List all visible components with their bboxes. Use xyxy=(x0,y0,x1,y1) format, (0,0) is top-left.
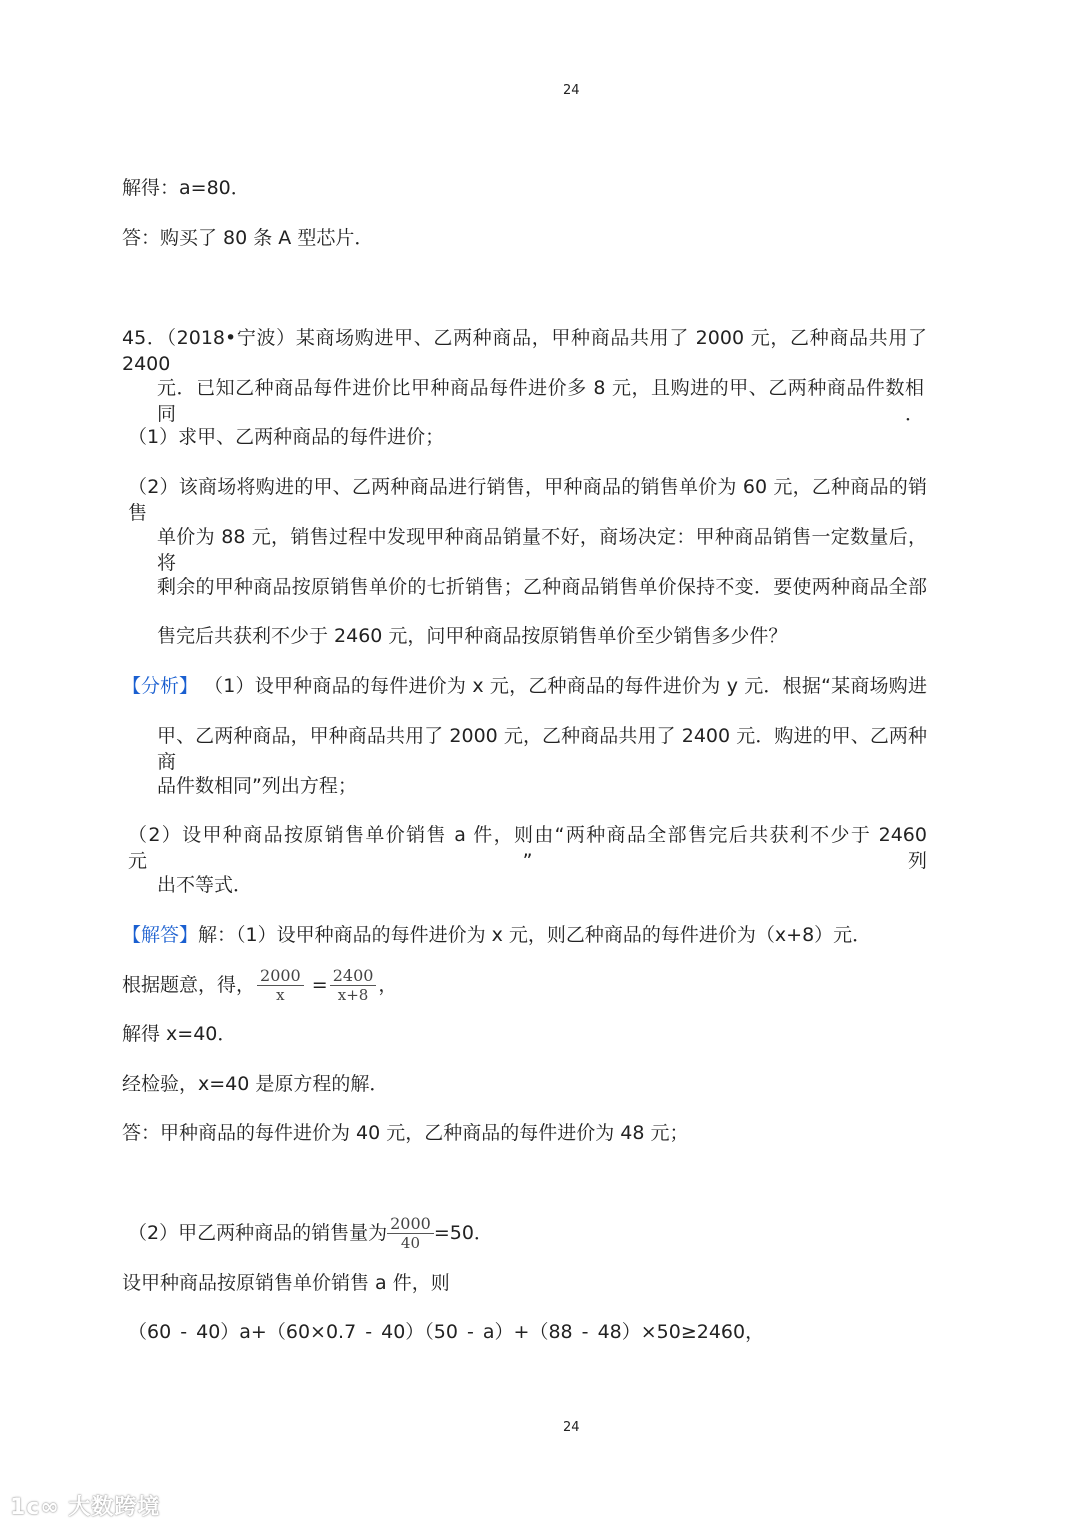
solution-line: 设甲种商品按原销售单价销售 a 件，则 xyxy=(122,1272,450,1294)
question-line: （2）该商场将购进的甲、乙两种商品进行销售，甲种商品的销售单价为 60 元，乙种商品的销售 xyxy=(128,476,927,524)
equation-result: =50． xyxy=(433,1222,493,1244)
question-line: 售完后共获利不少于 2460 元，问甲种商品按原销售单价至少销售多少件？ xyxy=(157,625,788,647)
equation-line xyxy=(128,1210,493,1256)
numerator: 2000 xyxy=(387,1214,434,1234)
analysis-text: （1）设甲种商品的每件进价为 x 元，乙种商品的每件进价为 y 元．根据“某商场购进 xyxy=(204,675,927,697)
solution-text: 解：（1）设甲种商品的每件进价为 x 元，则乙种商品的每件进价为（x+8）元． xyxy=(198,924,872,946)
solution-line: 答：甲种商品的每件进价为 40 元，乙种商品的每件进价为 48 元； xyxy=(122,1122,689,1144)
page-number-bottom: 24 xyxy=(563,1420,580,1435)
equals: = xyxy=(311,974,328,996)
analysis-line: 出不等式． xyxy=(157,874,253,896)
numerator: 2000 xyxy=(257,966,304,986)
solution-tag: 【解答】 xyxy=(122,924,199,946)
equation-prefix: （2）甲乙两种商品的销售量为 xyxy=(128,1222,388,1244)
denominator: x+8 xyxy=(337,986,369,1004)
solution-line: 经检验，x=40 是原方程的解． xyxy=(122,1073,389,1095)
analysis-line xyxy=(122,673,927,699)
page-number-top: 24 xyxy=(563,83,580,98)
question-line: 单价为 88 元，销售过程中发现甲种商品销量不好，商场决定：甲种商品销售一定数量后，将 xyxy=(157,526,927,574)
analysis-line: 品件数相同”列出方程； xyxy=(157,775,357,797)
solution-line xyxy=(122,922,871,948)
fraction xyxy=(330,966,377,1005)
solution-line: 解得 x=40． xyxy=(122,1023,237,1045)
analysis-tag: 【分析】 xyxy=(122,675,199,697)
watermark-logo: 1c∞ 大数跨境 xyxy=(10,1495,161,1520)
question-line: （1）求甲、乙两种商品的每件进价； xyxy=(128,426,445,448)
question-line: 元．已知乙种商品每件进价比甲种商品每件进价多 8 元，且购进的甲、乙两种商品件数相同． xyxy=(157,377,924,425)
denominator: x xyxy=(276,986,285,1004)
inequality-line: （60 - 40）a+（60×0.7 - 40）（50 - a）+（88 - 48）×50≥2460， xyxy=(128,1321,765,1343)
equation-line xyxy=(122,962,397,1008)
punct: ， xyxy=(378,974,398,996)
analysis-line: （2）设甲种商品按原销售单价销售 a 件，则由“两种商品全部售完后共获利不少于 2460 元”列 xyxy=(128,824,927,872)
equation-prefix: 根据题意，得， xyxy=(122,974,256,996)
question-line: 剩余的甲种商品按原销售单价的七折销售；乙种商品销售单价保持不变．要使两种商品全部 xyxy=(157,576,927,598)
text-line: 解得：a=80． xyxy=(122,177,250,199)
text-line: 答：购买了 80 条 A 型芯片． xyxy=(122,227,374,249)
numerator: 2400 xyxy=(330,966,377,986)
fraction xyxy=(387,1214,434,1253)
fraction xyxy=(257,966,304,1005)
denominator: 40 xyxy=(400,1234,420,1252)
question-line: 45．（2018•宁波）某商场购进甲、乙两种商品，甲种商品共用了 2000 元，乙种商品共用了 2400 xyxy=(122,327,927,375)
analysis-line: 甲、乙两种商品，甲种商品共用了 2000 元，乙种商品共用了 2400 元．购进的甲、乙两种商 xyxy=(157,725,927,773)
